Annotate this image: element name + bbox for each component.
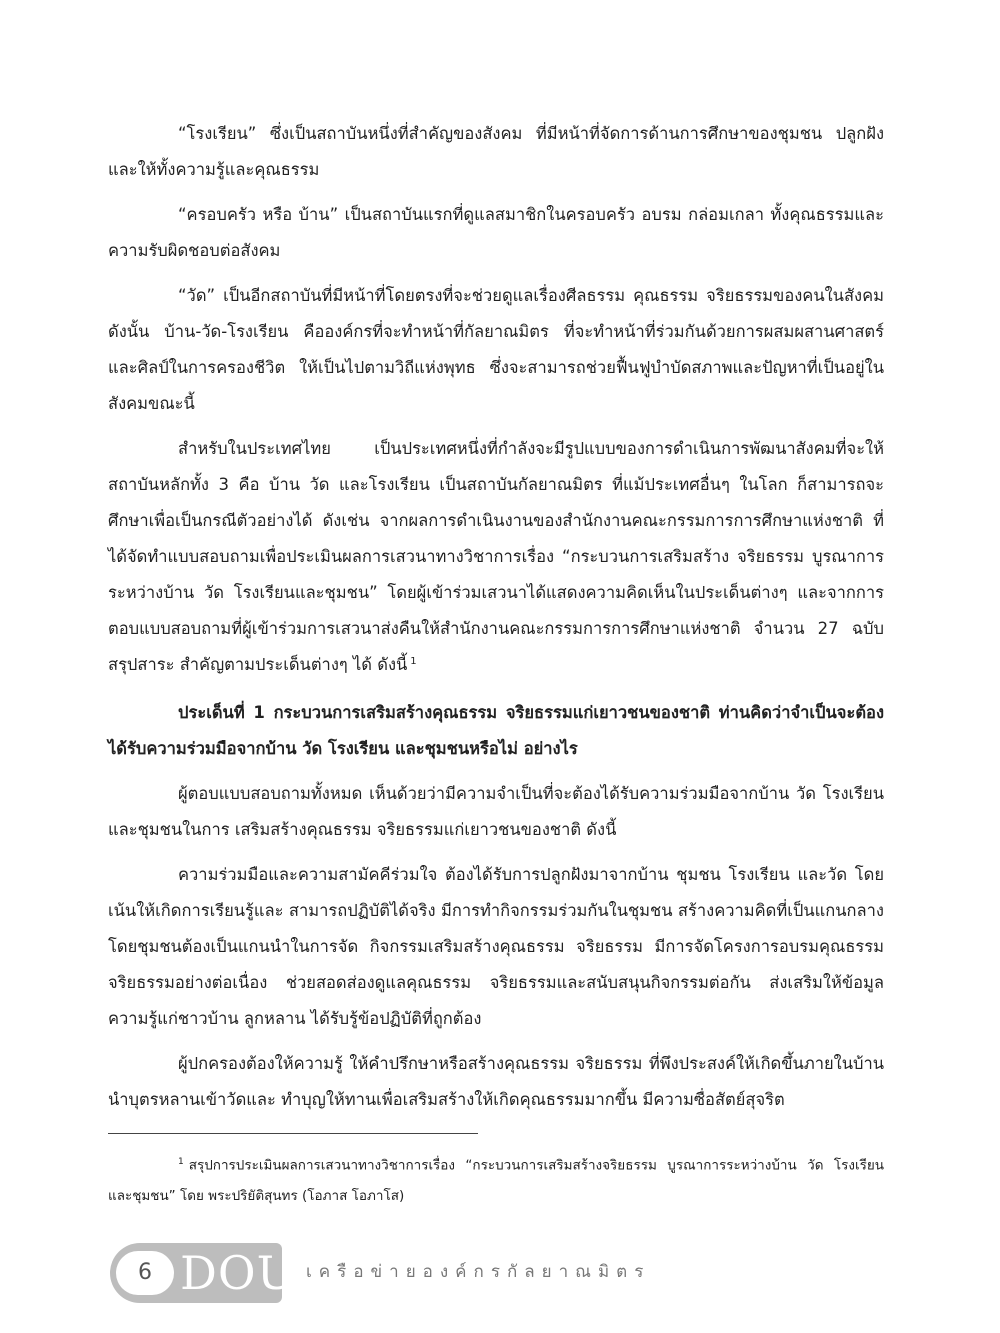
dou-logo-badge: [110, 1243, 297, 1303]
paragraph-parents: ผู้ปกครองต้องให้ความรู้ ให้คำปรึกษาหรือสร้างคุณธรรม จริยธรรม ที่พึงประสงค์ให้เกิดขึ้นภายในบ้าน นำบุตรหลานเข้าวัดและ ทำบุญให้ทานเพื่อเสริมสร้างให้เกิดคุณธรรมมากขึ้น มีความซื่อสัตย์สุจริต: [108, 1054, 884, 1109]
body-text: [108, 116, 884, 1127]
issue-1-heading: ประเด็นที่ 1 กระบวนการเสริมสร้างคุณธรรม จริยธรรมแก่เยาวชนของชาติ ท่านคิดว่าจำเป็นจะต้องได้รับความร่วมมือจากบ้าน วัด โรงเรียน และชุมชนหรือไม่ อย่างไร: [108, 703, 884, 758]
page-number: 6: [116, 1251, 174, 1295]
paragraph-respondents: ผู้ตอบแบบสอบถามทั้งหมด เห็นด้วยว่ามีความจำเป็นที่จะต้องได้รับความร่วมมือจากบ้าน วัด โรงเรียน และชุมชนในการ เสริมสร้างคุณธรรม จริยธรรมแก่เยาวชนของชาติ ดังนี้: [108, 784, 884, 839]
page-footer: [110, 1243, 890, 1303]
footnote-text: สรุปการประเมินผลการเสวนาทางวิชาการเรื่อง “กระบวนการเสริมสร้างจริยธรรม บูรณาการระหว่างบ้าน วัด โรงเรียน และชุมชน” โดย พระปริยัติสุนทร (โอภาส โอภาโส): [108, 1157, 884, 1204]
series-title: เครือข่ายองค์กรกัลยาณมิตร: [306, 1262, 651, 1282]
dou-logo: DOU: [180, 1246, 297, 1300]
footnote: [108, 1147, 884, 1211]
paragraph-school: “โรงเรียน” ซึ่งเป็นสถาบันหนึ่งที่สำคัญของสังคม ที่มีหน้าที่จัดการด้านการศึกษาของชุมชน ปลูกฝังและให้ทั้งความรู้และคุณธรรม: [108, 124, 884, 179]
paragraph-thailand: [108, 431, 884, 683]
footnote-marker: 1: [178, 1157, 184, 1167]
footnote-divider: [108, 1133, 478, 1134]
paragraph-thailand-text: สำหรับในประเทศไทย เป็นประเทศหนึ่งที่กำลังจะมีรูปแบบของการดำเนินการพัฒนาสังคมที่จะให้สถาบันหลักทั้ง 3 คือ บ้าน วัด และโรงเรียน เป็นสถาบันกัลยาณมิตร ที่แม้ประเทศอื่นๆ ในโลก ก็สามารถจะศึกษาเพื่อเป็นกรณีตัวอย่างได้ ดังเช่น จากผลการดำเนินงานของสำนักงานคณะกรรมการการศึกษาแห่งชาติ ที่ได้จัดทำแบบสอบถามเพื่อประเมินผลการเสวนาทางวิชาการเรื่อง “กระบวนการเสริมสร้าง จริยธรรม บูรณาการระหว่างบ้าน วัด โรงเรียนและชุมชน” โดยผู้เข้าร่วมเสวนาได้แสดงความคิดเห็นในประเด็นต่างๆ และจากการตอบแบบสอบถามที่ผู้เข้าร่วมการเสวนาส่งคืนให้สำนักงานคณะกรรมการการศึกษาแห่งชาติ จำนวน 27 ฉบับ สรุปสาระ สำคัญตามประเด็นต่างๆ ได้ ดังนี้: [108, 439, 884, 674]
paragraph-temple: “วัด” เป็นอีกสถาบันที่มีหน้าที่โดยตรงที่จะช่วยดูแลเรื่องศีลธรรม คุณธรรม จริยธรรมของคนในสังคม ดังนั้น บ้าน-วัด-โรงเรียน คือองค์กรที่จะทำหน้าที่กัลยาณมิตร ที่จะทำหน้าที่ร่วมกันด้วยการผสมผสานศาสตร์และศิลป์ในการครองชีวิต ให้เป็นไปตามวิถีแห่งพุทธ ซึ่งจะสามารถช่วยฟื้นฟูบำบัดสภาพและปัญหาที่เป็นอยู่ในสังคมขณะนี้: [108, 286, 884, 413]
paragraph-cooperation: ความร่วมมือและความสามัคคีร่วมใจ ต้องได้รับการปลูกฝังมาจากบ้าน ชุมชน โรงเรียน และวัด โดยเน้นให้เกิดการเรียนรู้และ สามารถปฏิบัติได้จริง มีการทำกิจกรรมร่วมกันในชุมชน สร้างความคิดที่เป็นแกนกลาง โดยชุมชนต้องเป็นแกนนำในการจัด กิจกรรมเสริมสร้างคุณธรรม จริยธรรม มีการจัดโครงการอบรมคุณธรรม จริยธรรมอย่างต่อเนื่อง ช่วยสอดส่องดูแลคุณธรรม จริยธรรมและสนับสนุนกิจกรรมต่อกัน ส่งเสริมให้ข้อมูลความรู้แก่ชาวบ้าน ลูกหลาน ได้รับรู้ข้อปฏิบัติที่ถูกต้อง: [108, 865, 884, 1028]
paragraph-family: “ครอบครัว หรือ บ้าน” เป็นสถาบันแรกที่ดูแลสมาชิกในครอบครัว อบรม กล่อมเกลา ทั้งคุณธรรมและความรับผิดชอบต่อสังคม: [108, 205, 884, 260]
footnote-reference[interactable]: 1: [410, 655, 417, 667]
